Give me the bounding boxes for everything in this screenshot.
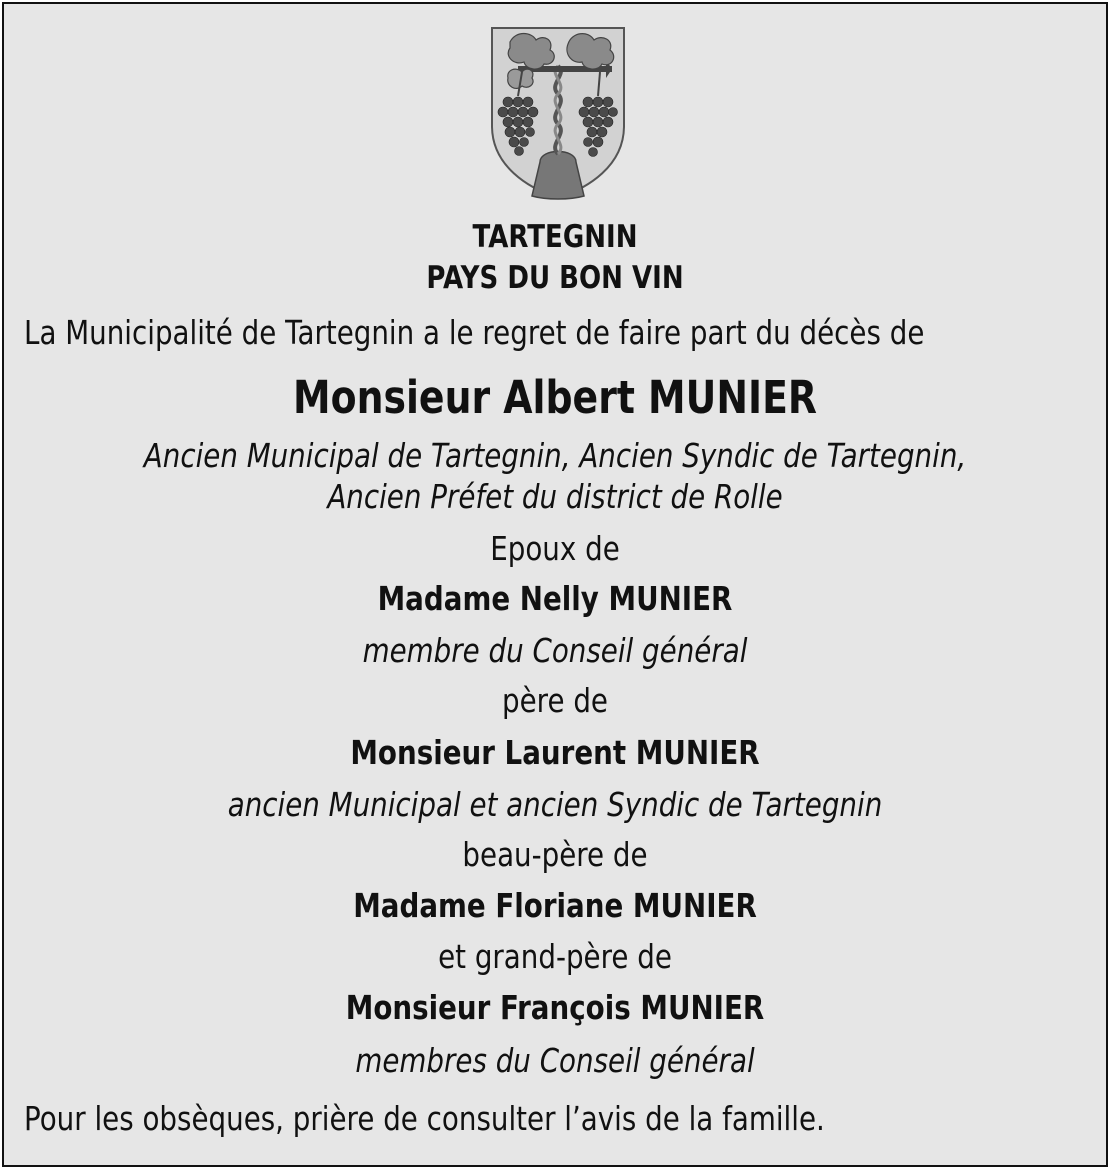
death-notice [2,2,1108,1167]
relative-role: membres du Conseil général [355,1041,755,1080]
deceased-titles-line2: Ancien Préfet du district de Rolle [327,477,783,516]
relative-name: Madame Floriane MUNIER [353,886,757,925]
footer-text: Pour les obsèques, prière de consulter l’avis de la famille. [24,1099,825,1138]
intro-text: La Municipalité de Tartegnin a le regret de faire part du décès de [24,313,925,352]
relative-name: Monsieur Laurent MUNIER [350,733,760,772]
relative-name: Monsieur François MUNIER [345,988,765,1027]
commune-motto: PAYS DU BON VIN [426,260,684,296]
deceased-name: Monsieur Albert MUNIER [292,371,818,424]
relation-label: Epoux de [490,529,620,568]
relative-name: Madame Nelly MUNIER [377,579,733,618]
relative-role: ancien Municipal et ancien Syndic de Tartegnin [227,785,883,824]
relation-label: et grand-père de [438,937,672,976]
relation-label: beau-père de [462,835,648,874]
deceased-titles-line1: Ancien Municipal de Tartegnin, Ancien Syndic de Tartegnin, [143,436,967,475]
commune-name: TARTEGNIN [472,219,638,255]
relation-label: père de [502,681,608,720]
tartegnin-coat-of-arms-icon [488,26,628,200]
relative-role: membre du Conseil général [362,631,748,670]
